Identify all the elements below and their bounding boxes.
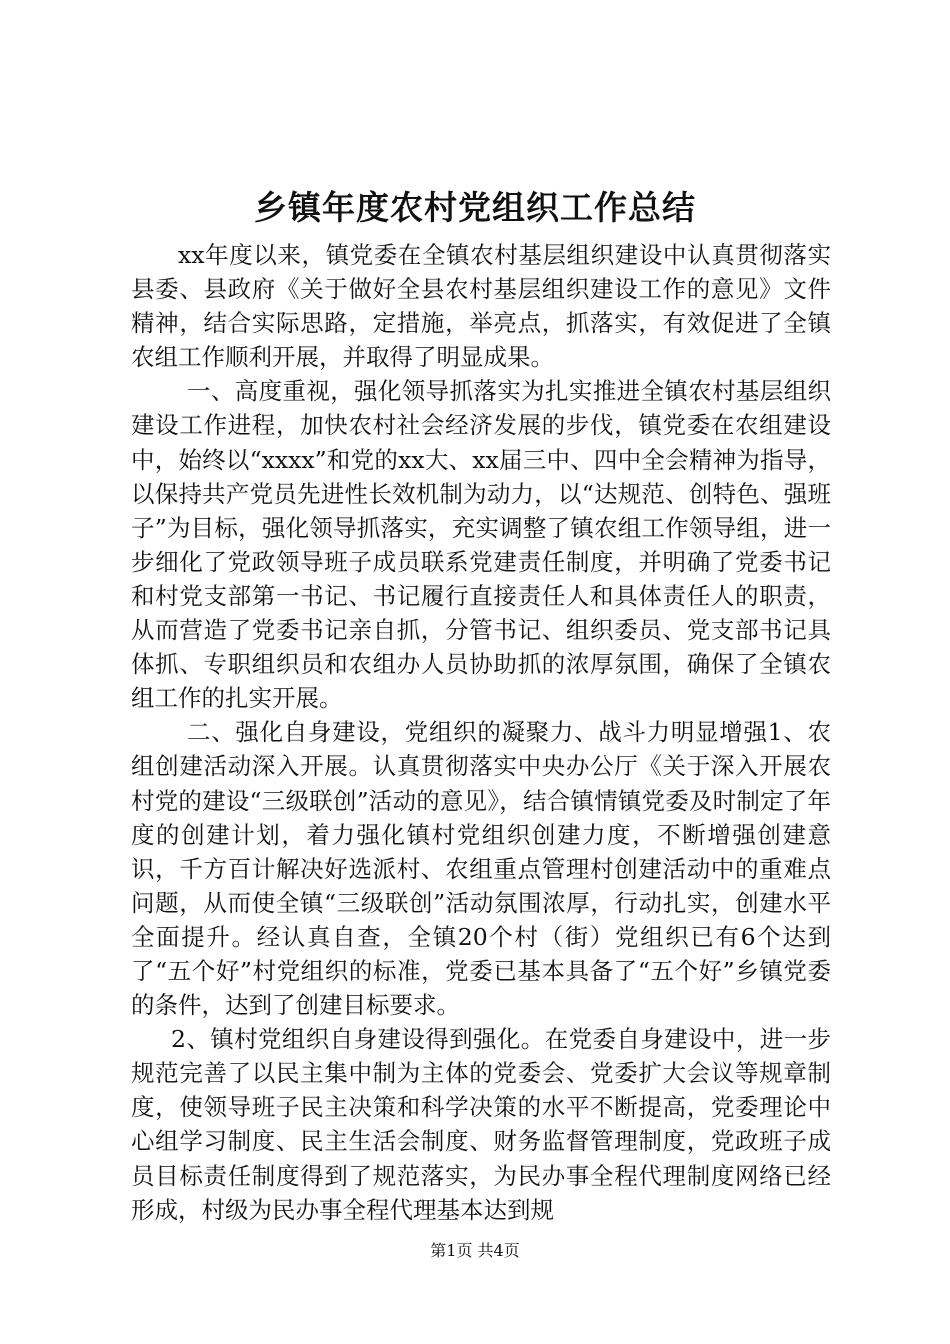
paragraph-section-2: 二、强化自身建设，党组织的凝聚力、战斗力明显增强1、农组创建活动深入开展。认真贯彻落实中央办公厅《关于深入开展农村党的建设“三级联创”活动的意见》，结合镇情镇党委及时制定了年度的创建计划，着力强化镇村党组织创建力度，不断增强创建意识，千方百计解决好选派村、农组重点管理村创建活动中的重难点问题，从而使全镇“三级联创”活动氛围浓厚，行动扎实，创建水平全面提升。经认真自查，全镇20个村（街）党组织已有6个达到了“五个好”村党组织的标准，党委已基本具备了“五个好”乡镇党委的条件，达到了创建目标要求。 bbox=[131, 718, 831, 1020]
page-number-footer: 第1页 共4页 bbox=[430, 1241, 520, 1260]
document-body bbox=[131, 238, 831, 1227]
document-title: 乡镇年度农村党组织工作总结 bbox=[254, 188, 696, 227]
paragraph-section-1: 一、高度重视，强化领导抓落实为扎实推进全镇农村基层组织建设工作进程，加快农村社会经济发展的步伐，镇党委在农组建设中，始终以“xxxx”和党的xx大、xx届三中、四中全会精神为指导，以保持共产党员先进性长效机制为动力，以“达规范、创特色、强班子”为目标，强化领导抓落实，充实调整了镇农组工作领导组，进一步细化了党政领导班子成员联系党建责任制度，并明确了党委书记和村党支部第一书记、书记履行直接责任人和具体责任人的职责，从而营造了党委书记亲自抓，分管书记、组织委员、党支部书记具体抓、专职组织员和农组办人员协助抓的浓厚氛围，确保了全镇农组工作的扎实开展。 bbox=[131, 377, 831, 713]
paragraph-intro: xx年度以来，镇党委在全镇农村基层组织建设中认真贯彻落实县委、县政府《关于做好全县农村基层组织建设工作的意见》文件精神，结合实际思路，定措施，举亮点，抓落实，有效促进了全镇农组工作顺利开展，并取得了明显成果。 bbox=[131, 241, 831, 372]
paragraph-section-2-item-2: 2、镇村党组织自身建设得到强化。在党委自身建设中，进一步规范完善了以民主集中制为主体的党委会、党委扩大会议等规章制度，使领导班子民主决策和科学决策的水平不断提高，党委理论中心组学习制度、民主生活会制度、财务监督管理制度，党政班子成员目标责任制度得到了规范落实，为民办事全程代理制度网络已经形成，村级为民办事全程代理基本达到规 bbox=[131, 1025, 831, 1224]
